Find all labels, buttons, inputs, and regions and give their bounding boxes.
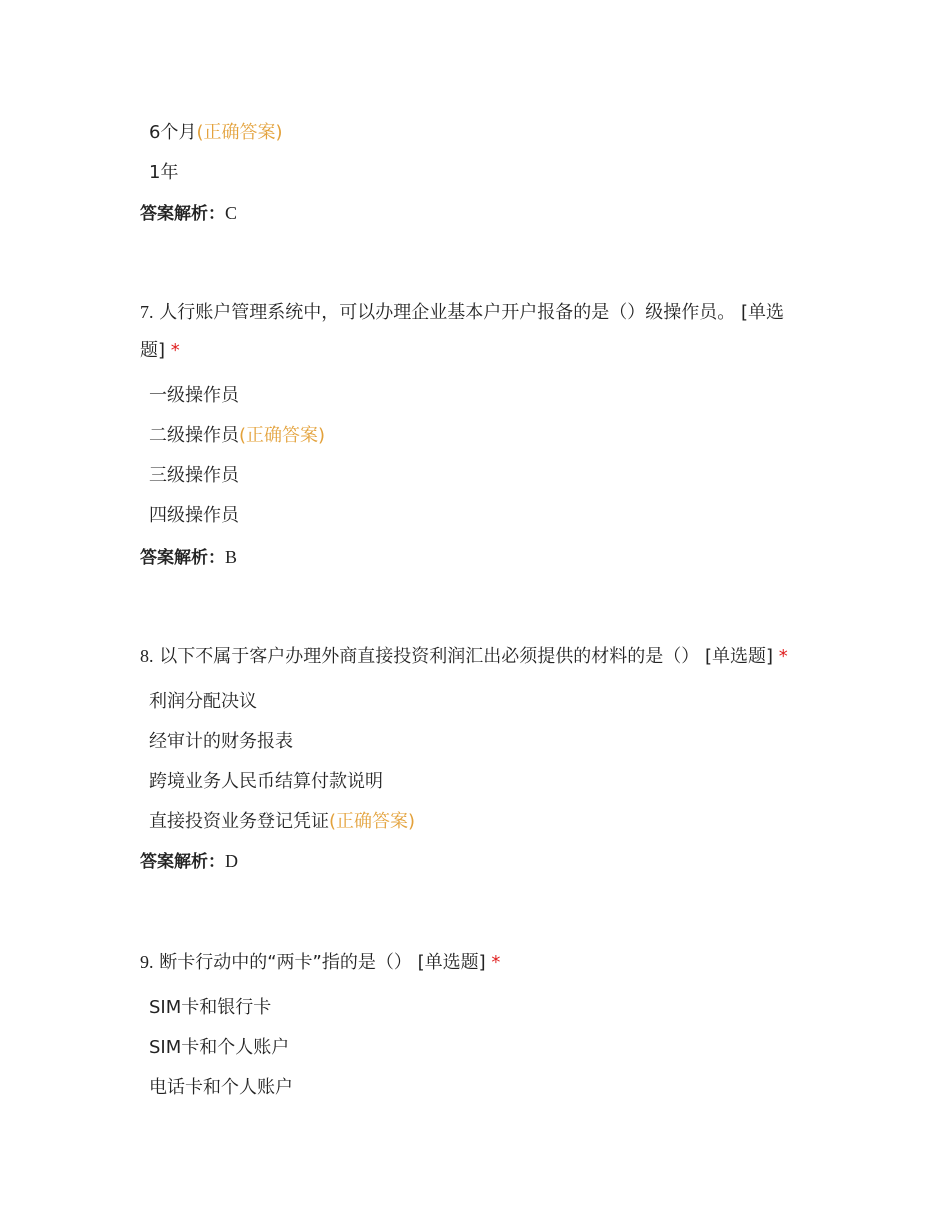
option-text: 跨境业务人民币结算付款说明 (149, 771, 383, 792)
analysis-label: 答案解析： (140, 548, 225, 568)
q8-option-a (149, 690, 257, 714)
q7-option-b (149, 424, 325, 448)
option-text: SIM卡和银行卡 (149, 997, 272, 1018)
option-text: 四级操作员 (149, 505, 239, 526)
option-text: 一级操作员 (149, 385, 239, 406)
question-number: 7. (140, 302, 154, 322)
question-text: 断卡行动中的“两卡”指的是（） (159, 952, 412, 973)
q7-option-d (149, 504, 239, 528)
q8-title (140, 637, 840, 676)
analysis-value: C (225, 203, 238, 223)
question-number: 8. (140, 646, 154, 666)
option-text: 1年 (149, 162, 179, 183)
q6-option-a (149, 121, 283, 145)
option-text: 直接投资业务登记凭证 (149, 811, 329, 832)
option-text: 经审计的财务报表 (149, 731, 293, 752)
q8-analysis (140, 849, 238, 874)
q8-option-c (149, 770, 383, 794)
option-text: 6个月 (149, 122, 197, 143)
q7-option-c (149, 464, 239, 488)
analysis-value: D (225, 851, 238, 871)
correct-answer-tag: (正确答案) (196, 122, 283, 143)
question-type-open: [单选 (740, 302, 784, 323)
correct-answer-tag: (正确答案) (239, 425, 326, 446)
analysis-value: B (225, 547, 238, 567)
q7-option-a (149, 384, 239, 408)
required-star: * (170, 340, 180, 361)
q7-title (140, 293, 820, 370)
q8-option-b (149, 730, 293, 754)
option-text: 电话卡和个人账户 (149, 1077, 293, 1098)
question-type: [单选题] (704, 646, 774, 667)
option-text: SIM卡和个人账户 (149, 1037, 290, 1058)
option-text: 二级操作员 (149, 425, 239, 446)
q9-option-a (149, 996, 271, 1020)
q7-analysis (140, 545, 237, 570)
analysis-label: 答案解析： (140, 852, 225, 872)
analysis-label: 答案解析： (140, 204, 225, 224)
correct-answer-tag: (正确答案) (329, 811, 416, 832)
option-text: 三级操作员 (149, 465, 239, 486)
q9-title (140, 943, 500, 982)
question-text: 以下不属于客户办理外商直接投资利润汇出必须提供的材料的是（） (159, 646, 700, 667)
question-number: 9. (140, 952, 154, 972)
required-star: * (778, 646, 788, 667)
question-type: [单选题] (417, 952, 486, 973)
required-star: * (491, 952, 501, 973)
option-text: 利润分配决议 (149, 691, 257, 712)
q6-option-b (149, 161, 178, 185)
question-type-close: 题] (140, 340, 166, 361)
q9-option-c (149, 1076, 293, 1100)
q6-analysis (140, 201, 237, 226)
q9-option-b (149, 1036, 289, 1060)
q8-option-d (149, 810, 415, 834)
question-text: 人行账户管理系统中，可以办理企业基本户开户报备的是（）级操作员。 (159, 302, 736, 323)
